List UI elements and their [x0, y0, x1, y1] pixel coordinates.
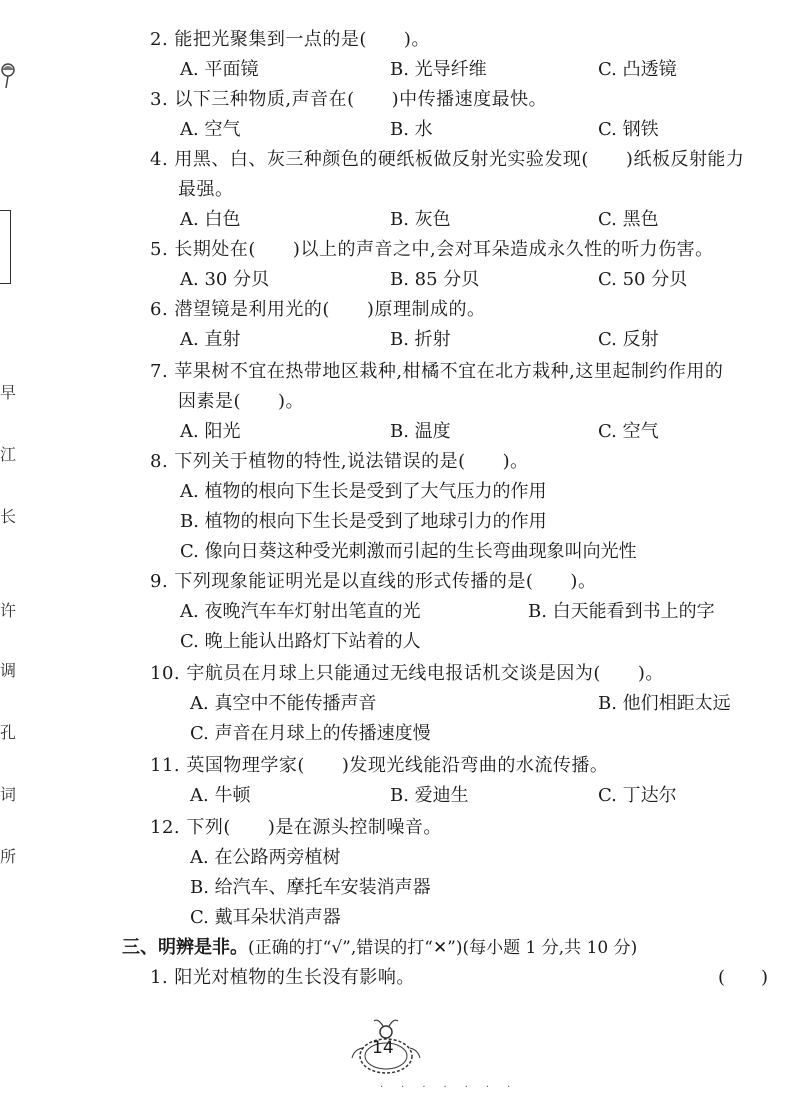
option-c: C. 空气	[598, 421, 659, 442]
question-stem: 2. 能把光聚集到一点的是( )。	[150, 29, 430, 50]
option-a: A. 直射	[180, 329, 241, 350]
question-stem: 5. 长期处在( )以上的声音之中,会对耳朵造成永久性的听力伤害。	[150, 239, 714, 260]
section-instructions: (正确的打“√”,错误的打“✕”)(每小题 1 分,共 10 分)	[248, 938, 638, 958]
option-c: C. 50 分贝	[598, 269, 688, 290]
question-stem: 9. 下列现象能证明光是以直线的形式传播的是( )。	[150, 571, 597, 592]
option-b: B. 植物的根向下生长是受到了地球引力的作用	[180, 511, 547, 532]
margin-char: 江	[0, 445, 17, 464]
option-c: C. 戴耳朵状消声器	[190, 907, 341, 928]
option-b: B. 爱迪生	[390, 785, 469, 806]
question-stem-continued: 因素是( )。	[178, 391, 305, 412]
question-stem: 7. 苹果树不宜在热带地区栽种,柑橘不宜在北方栽种,这里起制约作用的	[150, 361, 724, 382]
footer-dots: ·······	[380, 1082, 529, 1093]
option-c: C. 钢铁	[598, 119, 659, 140]
option-a: A. 平面镜	[180, 59, 259, 80]
question-stem: 4. 用黑、白、灰三种颜色的硬纸板做反射光实验发现( )纸板反射能力	[150, 149, 745, 170]
option-c: C. 晚上能认出路灯下站着的人	[180, 631, 421, 652]
page-number: 14	[372, 1038, 394, 1058]
margin-char: 长	[0, 507, 17, 526]
option-c: C. 凸透镜	[598, 59, 677, 80]
question-stem: 6. 潜望镜是利用光的( )原理制成的。	[150, 299, 486, 320]
option-b: B. 光导纤维	[390, 59, 487, 80]
question-stem: 8. 下列关于植物的特性,说法错误的是( )。	[150, 451, 529, 472]
option-a: A. 夜晚汽车车灯射出笔直的光	[180, 601, 421, 622]
answer-blank: ( )	[718, 967, 769, 988]
option-a: A. 30 分贝	[180, 269, 270, 290]
question-stem: 12. 下列( )是在源头控制噪音。	[150, 817, 442, 838]
option-c: C. 反射	[598, 329, 659, 350]
flower-decoration-icon	[0, 60, 22, 90]
option-b: B. 温度	[390, 421, 451, 442]
question-stem-continued: 最强。	[178, 179, 234, 200]
section-title: 三、明辨是非。	[122, 937, 248, 958]
true-false-item: 1. 阳光对植物的生长没有影响。	[150, 967, 415, 988]
option-b: B. 灰色	[390, 209, 451, 230]
page-number-ornament	[348, 1018, 424, 1078]
option-b: B. 给汽车、摩托车安装消声器	[190, 877, 431, 898]
option-b: B. 白天能看到书上的字	[528, 601, 715, 622]
option-b: B. 水	[390, 119, 433, 140]
option-c: C. 声音在月球上的传播速度慢	[190, 723, 431, 744]
option-a: A. 在公路两旁植树	[190, 847, 341, 868]
margin-char: 许	[0, 601, 17, 620]
option-c: C. 像向日葵这种受光刺激而引起的生长弯曲现象叫向光性	[180, 541, 637, 562]
option-a: A. 空气	[180, 119, 241, 140]
option-c: C. 丁达尔	[598, 785, 677, 806]
question-stem: 11. 英国物理学家( )发现光线能沿弯曲的水流传播。	[150, 755, 609, 776]
option-c: C. 黑色	[598, 209, 659, 230]
margin-char: 早	[0, 383, 17, 402]
margin-char: 所	[0, 847, 17, 866]
option-a: A. 白色	[180, 209, 241, 230]
option-b: B. 他们相距太远	[598, 693, 731, 714]
option-a: A. 真空中不能传播声音	[190, 693, 377, 714]
margin-char: 词	[0, 785, 17, 804]
option-b: B. 折射	[390, 329, 451, 350]
option-a: A. 牛顿	[190, 785, 251, 806]
option-a: A. 阳光	[180, 421, 241, 442]
margin-box	[0, 210, 11, 284]
question-stem: 10. 宇航员在月球上只能通过无线电报话机交谈是因为( )。	[150, 663, 664, 684]
option-b: B. 85 分贝	[390, 269, 480, 290]
margin-char: 调	[0, 661, 17, 680]
option-a: A. 植物的根向下生长是受到了大气压力的作用	[180, 481, 547, 502]
question-stem: 3. 以下三种物质,声音在( )中传播速度最快。	[150, 89, 548, 110]
section-heading	[122, 936, 637, 960]
margin-char: 孔	[0, 723, 17, 742]
